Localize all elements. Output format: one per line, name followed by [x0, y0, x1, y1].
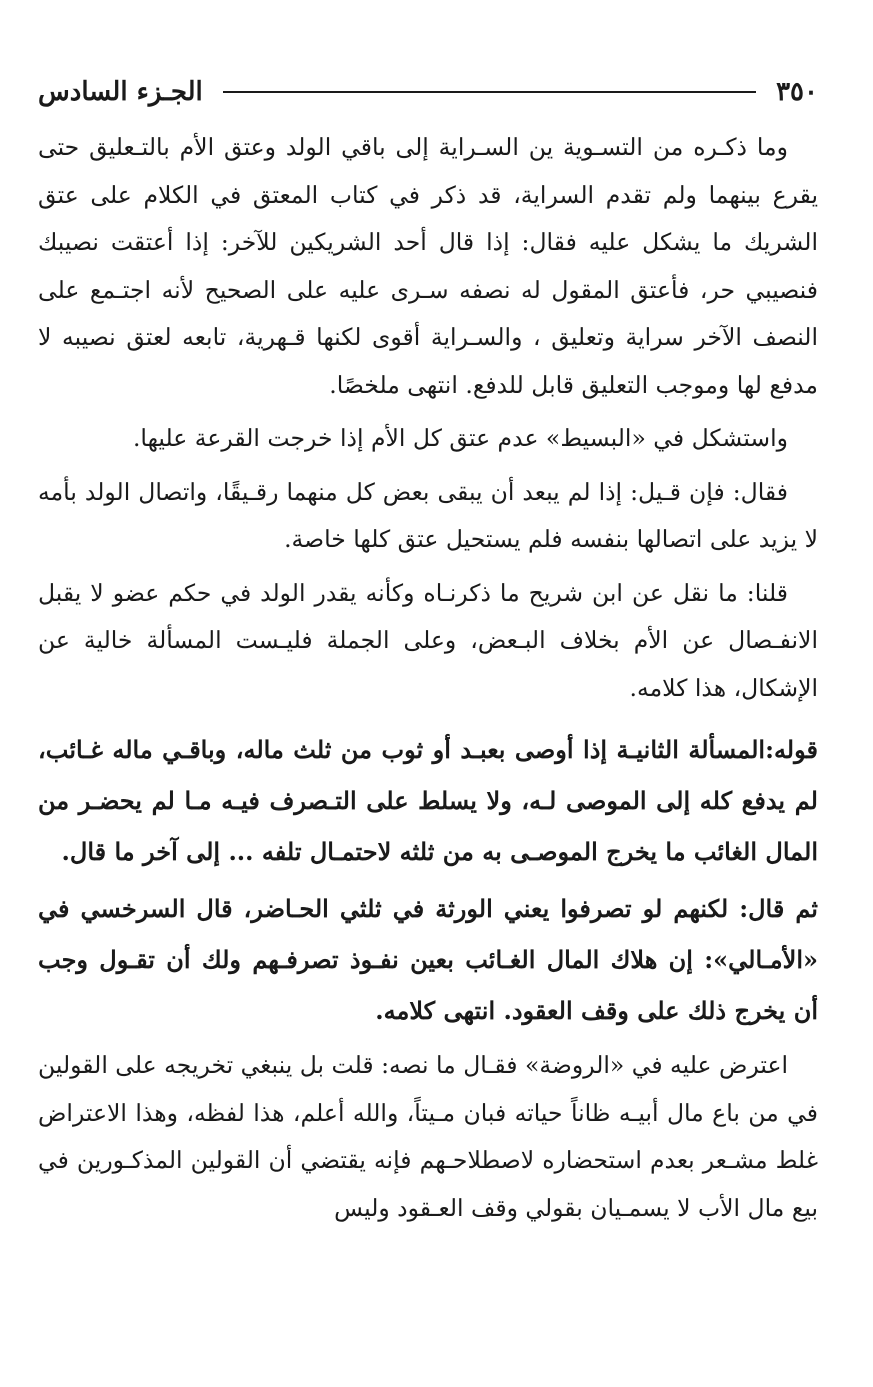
header-rule: [223, 91, 756, 93]
paragraph-1: وما ذكـره من التسـوية ين السـراية إلى باقي الولد وعتق الأم بالتـعليق حتى يقرع بينهما ولم تقدم السراية، قد ذكر في كتاب المعتق في الكلام على عتق الشريك ما يشكل عليه فقال: إذا قال أحد الشريكين للآخر: إذا أعتقت نصيبك فنصيبي حر، فأعتق المقول له نصفه سـرى عليه على الصحيح لأنه اجتـمع على النصف الآخر سراية وتعليق ، والسـراية أقوى لكنها قـهرية، تابعه لعتق نصيبه لا مدفع لها وموجب التعليق قابل للدفع. انتهى ملخصًا.: [38, 133, 818, 399]
running-title: الجـزء السادس: [38, 77, 203, 107]
paragraph-4: قلنا: ما نقل عن ابن شريح ما ذكرنـاه وكأنه يقدر الولد في حكم عضو لا يقبل الانفـصال عن الأم بخلاف البـعض، وعلى الجملة فليـست المسألة خالية عن الإشكال، هذا كلامه.: [38, 578, 818, 702]
paragraph-2: واستشكل في «البسيط» عدم عتق كل الأم إذا خرجت القرعة عليها.: [132, 424, 788, 452]
page-header: [38, 70, 818, 114]
book-page: [38, 70, 818, 1232]
page-number: ٣٥٠: [776, 77, 818, 107]
quoted-paragraph-2: ثم قال: لكنهم لو تصرفوا يعني الورثة في ثلثي الحـاضر، قال السرخسي في «الأمـالي»: إن هلاك المال الغـائب بعين نفـوذ تصرفـهم ولك أن تقـول وجب أن يخرج ذلك على وقف العقود. انتهى كلامه.: [38, 894, 818, 1025]
quoted-paragraph-1: قوله:المسألة الثانيـة إذا أوصى بعبـد أو ثوب من ثلث ماله، وباقـي ماله غـائب، لم يدفع كله إلى الموصى لـه، ولا يسلط على التـصرف فيـه مـا لم يحضـر من المال الغائب ما يخرج الموصـى به من ثلثه لاحتمـال تلفه ... إلى آخر ما قال.: [38, 735, 818, 866]
paragraph-5: اعترض عليه في «الروضة» فقـال ما نصه: قلت بل ينبغي تخريجه على القولين في من باع مال أبيـه ظاناً حياته فبان مـيتاً، والله أعلم، هذا لفظه، وهذا الاعتراض غلط مشـعر بعدم استحضاره لاصطلاحـهم فإنه يقتضي أن القولين المذكـورين في بيع مال الأب لا يسمـيان بقولي وقف العـقود وليس: [37, 1051, 818, 1222]
paragraph-3: فقال: فإن قـيل: إذا لم يبعد أن يبقى بعض كل منهما رقـيقًا، واتصال الولد بأمه لا يزيد على اتصالها بنفسه فلم يستحيل عتق كلها خاصة.: [38, 477, 818, 553]
